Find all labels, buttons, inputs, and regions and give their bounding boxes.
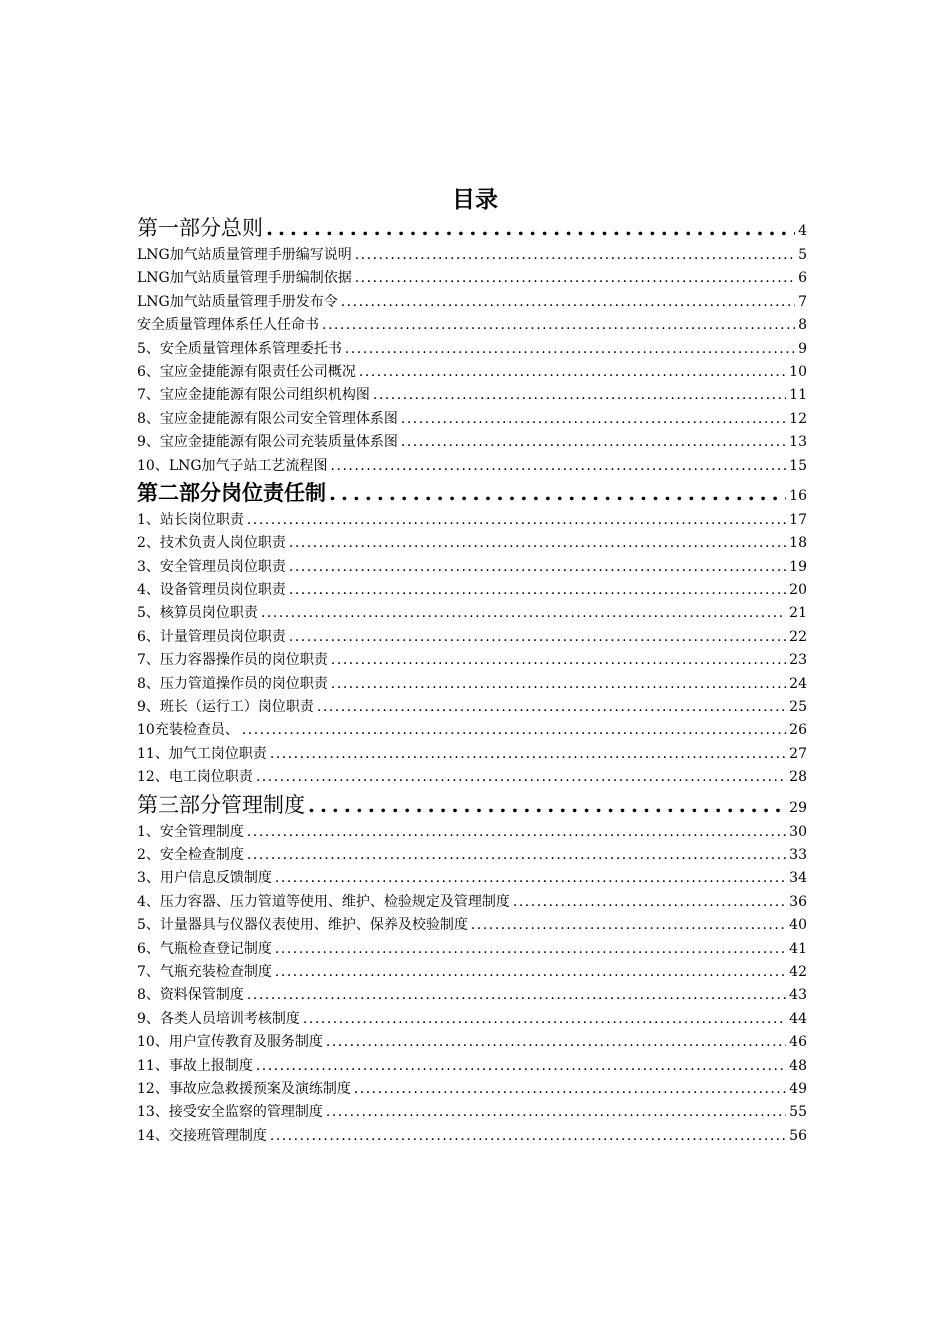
toc-entry-text: 2、安全检查制度 [137, 846, 244, 863]
toc-page-number: 8 [798, 317, 807, 334]
toc-entry-text: 第二部分岗位责任制 [137, 480, 326, 505]
toc-entry-text: 5、核算员岗位职责 [137, 605, 258, 622]
toc-page-number: 27 [789, 745, 807, 762]
toc-entry [137, 649, 807, 672]
toc-page-number: 44 [789, 1010, 807, 1027]
toc-entry-text: 安全质量管理体系任人任命书 [137, 317, 319, 334]
toc-part-heading [137, 213, 807, 244]
toc-entry-text: 第一部分总则 [137, 216, 263, 240]
toc-leader-dots [322, 314, 795, 337]
toc-entry [137, 914, 807, 937]
toc-page-number: 21 [789, 605, 807, 622]
toc-entry-text: 9、宝应金捷能源有限公司充装质量体系图 [137, 434, 398, 451]
toc-entry [137, 556, 807, 579]
toc-page-number: 36 [789, 893, 807, 910]
toc-leader-dots [329, 478, 786, 509]
toc-leader-dots [359, 361, 786, 384]
toc-entry [137, 719, 807, 742]
toc-page-number: 30 [789, 823, 807, 840]
toc-entry [137, 338, 807, 361]
toc-page-number: 9 [798, 340, 807, 357]
toc-entry-text: 3、安全管理员岗位职责 [137, 558, 286, 575]
table-of-contents [137, 213, 807, 1148]
toc-page-number: 25 [789, 699, 807, 716]
toc-page-number: 20 [789, 582, 807, 599]
toc-leader-dots [326, 1031, 786, 1054]
toc-page-number: 5 [798, 247, 807, 263]
toc-page-number: 41 [789, 940, 807, 957]
toc-page-number: 16 [789, 487, 807, 504]
toc-entry-text: 1、安全管理制度 [137, 823, 244, 840]
toc-entry-text: 8、压力管道操作员的岗位职责 [137, 675, 328, 692]
toc-leader-dots [345, 338, 795, 361]
toc-leader-dots [289, 626, 786, 649]
toc-leader-dots [373, 384, 786, 407]
toc-page-number: 33 [789, 846, 807, 863]
toc-entry-text: 14、交接班管理制度 [137, 1127, 267, 1144]
toc-entry-text: LNG加气站质量管理手册编制依据 [137, 270, 352, 287]
toc-entry-text: 7、宝应金捷能源有限公司组织机构图 [137, 387, 370, 404]
toc-entry-text: 6、气瓶检查登记制度 [137, 940, 272, 957]
toc-entry [137, 1125, 807, 1148]
toc-page-number: 24 [789, 675, 807, 692]
toc-entry [137, 984, 807, 1007]
toc-entry [137, 579, 807, 602]
toc-entry [137, 696, 807, 719]
toc-page-number: 46 [789, 1034, 807, 1051]
toc-entry-text: 第三部分管理制度 [137, 792, 305, 817]
toc-page-number: 6 [798, 270, 807, 287]
toc-entry [137, 1055, 807, 1078]
toc-entry [137, 743, 807, 766]
toc-page-number: 11 [789, 387, 807, 404]
toc-entry [137, 961, 807, 984]
toc-page-number: 49 [789, 1080, 807, 1097]
toc-entry [137, 267, 807, 290]
toc-entry-text: 6、计量管理员岗位职责 [137, 628, 286, 645]
toc-entry [137, 1101, 807, 1124]
toc-entry [137, 626, 807, 649]
toc-leader-dots [513, 891, 786, 914]
toc-entry [137, 673, 807, 696]
toc-entry-text: 11、加气工岗位职责 [137, 745, 267, 762]
toc-page-number: 7 [798, 293, 807, 310]
toc-entry [137, 844, 807, 867]
toc-leader-dots [247, 821, 786, 844]
toc-entry [137, 384, 807, 407]
toc-entry-text: 5、计量器具与仪器仪表使用、维护、保养及校验制度 [137, 917, 468, 934]
toc-entry [137, 821, 807, 844]
toc-entry-text: 8、资料保管制度 [137, 987, 244, 1004]
toc-entry [137, 1031, 807, 1054]
toc-entry [137, 408, 807, 431]
toc-part-heading [137, 790, 807, 821]
toc-entry [137, 431, 807, 454]
toc-page-number: 56 [789, 1127, 807, 1144]
toc-page-number: 12 [789, 410, 807, 427]
toc-entry-text: 12、电工岗位职责 [137, 769, 253, 786]
toc-leader-dots [401, 408, 786, 431]
toc-leader-dots [275, 938, 786, 961]
toc-page-number: 43 [789, 987, 807, 1004]
toc-leader-dots [317, 696, 786, 719]
toc-page-number: 4 [798, 223, 807, 239]
toc-entry-text: 13、接受安全监察的管理制度 [137, 1104, 323, 1121]
toc-entry [137, 244, 807, 267]
toc-entry-text: 6、宝应金捷能源有限责任公司概况 [137, 363, 356, 380]
toc-entry [137, 867, 807, 890]
toc-page-number: 34 [789, 870, 807, 887]
toc-leader-dots [326, 1101, 786, 1124]
toc-entry [137, 602, 807, 625]
toc-leader-dots [242, 719, 786, 742]
toc-entry-text: LNG加气站质量管理手册发布令 [137, 293, 338, 310]
toc-page-number: 48 [789, 1057, 807, 1074]
toc-entry-text: 2、技术负责人岗位职责 [137, 535, 286, 552]
toc-entry-text: 12、事故应急救援预案及演练制度 [137, 1080, 351, 1097]
toc-entry [137, 455, 807, 478]
toc-leader-dots [289, 556, 786, 579]
toc-leader-dots [331, 649, 786, 672]
toc-page-number: 10 [789, 363, 807, 380]
toc-leader-dots [331, 673, 786, 696]
toc-entry-text: 3、用户信息反馈制度 [137, 870, 272, 887]
toc-entry [137, 1078, 807, 1101]
toc-leader-dots [247, 984, 786, 1007]
toc-leader-dots [341, 291, 795, 314]
toc-leader-dots [401, 431, 786, 454]
toc-leader-dots [247, 844, 786, 867]
toc-page-number: 17 [789, 511, 807, 528]
toc-entry [137, 361, 807, 384]
toc-leader-dots [256, 766, 786, 789]
toc-leader-dots [270, 743, 786, 766]
toc-leader-dots [270, 1125, 786, 1148]
page-title: 目录 [452, 187, 498, 213]
toc-leader-dots [289, 532, 786, 555]
toc-entry [137, 766, 807, 789]
toc-entry-text: 7、压力容器操作员的岗位职责 [137, 652, 328, 669]
toc-leader-dots [256, 1055, 786, 1078]
toc-page-number: 40 [789, 917, 807, 934]
toc-leader-dots [355, 244, 795, 267]
toc-leader-dots [303, 1008, 786, 1031]
toc-page-number: 22 [789, 628, 807, 645]
toc-entry-text: 9、班长（运行工）岗位职责 [137, 699, 314, 716]
toc-leader-dots [471, 914, 786, 937]
toc-entry [137, 291, 807, 314]
toc-leader-dots [275, 961, 786, 984]
toc-entry-text: 4、压力容器、压力管道等使用、维护、检验规定及管理制度 [137, 893, 510, 910]
toc-leader-dots [247, 509, 786, 532]
toc-entry-text: 9、各类人员培训考核制度 [137, 1010, 300, 1027]
toc-entry-text: 1、站长岗位职责 [137, 511, 244, 528]
toc-entry [137, 532, 807, 555]
toc-entry-text: 11、事故上报制度 [137, 1057, 253, 1074]
toc-entry-text: 5、安全质量管理体系管理委托书 [137, 340, 342, 357]
toc-page-number: 26 [789, 722, 807, 739]
toc-page-number: 19 [789, 558, 807, 575]
toc-leader-dots [275, 867, 786, 890]
toc-page-number: 18 [789, 535, 807, 552]
toc-leader-dots [354, 1078, 786, 1101]
toc-entry [137, 314, 807, 337]
toc-leader-dots [331, 455, 787, 478]
toc-leader-dots [289, 579, 786, 602]
toc-entry [137, 509, 807, 532]
toc-page-number: 55 [789, 1104, 807, 1121]
toc-entry [137, 1008, 807, 1031]
toc-leader-dots [266, 213, 795, 244]
toc-page-number: 13 [789, 434, 807, 451]
toc-page-number: 28 [789, 769, 807, 786]
toc-entry [137, 938, 807, 961]
toc-entry-text: 10、用户宣传教育及服务制度 [137, 1034, 323, 1051]
toc-entry-text: 10充装检查员、 [137, 722, 239, 739]
toc-entry-text: 8、宝应金捷能源有限公司安全管理体系图 [137, 410, 398, 427]
toc-page-number: 29 [789, 799, 807, 816]
toc-entry [137, 891, 807, 914]
toc-leader-dots [261, 602, 786, 625]
toc-page-number: 23 [789, 652, 807, 669]
toc-leader-dots [308, 790, 786, 821]
toc-leader-dots [355, 267, 795, 290]
toc-entry-text: 10、LNG加气子站工艺流程图 [137, 457, 328, 474]
toc-page-number: 15 [789, 457, 807, 474]
toc-entry-text: 4、设备管理员岗位职责 [137, 582, 286, 599]
toc-page-number: 42 [789, 963, 807, 980]
toc-entry-text: LNG加气站质量管理手册编写说明 [137, 247, 352, 263]
toc-part-heading [137, 478, 807, 509]
toc-entry-text: 7、气瓶充装检查制度 [137, 963, 272, 980]
